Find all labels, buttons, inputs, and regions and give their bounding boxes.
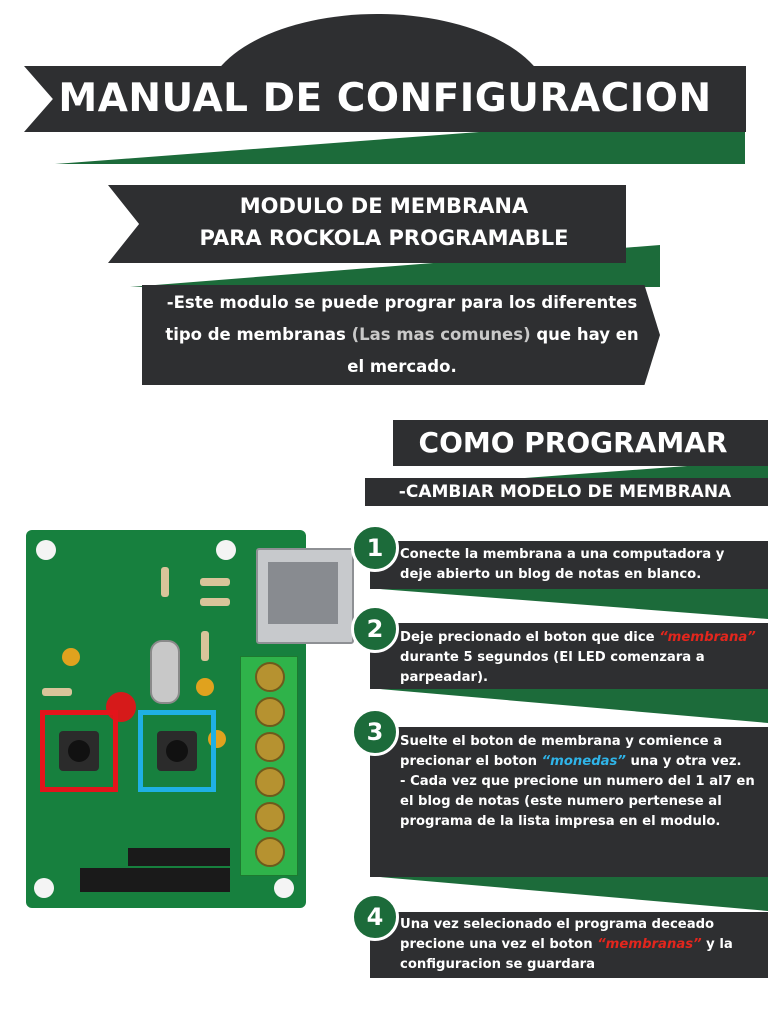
step-4-before: Una vez selecionado el programa deceado precione una vez el boton	[400, 917, 715, 952]
step-3-extra: - Cada vez que precione un numero del 1 al7 en el blog de notas (este numero pertenese al programa de la lista impresa en el modulo.	[400, 774, 755, 829]
mounting-hole	[34, 878, 54, 898]
mounting-hole	[216, 540, 236, 560]
step-4-number: 4	[351, 893, 399, 941]
button-cap	[166, 740, 188, 762]
terminal-screw	[255, 732, 285, 762]
capacitor	[196, 678, 214, 696]
subtitle-line-2: PARA ROCKOLA PROGRAMABLE	[199, 226, 569, 250]
step-3-text	[400, 732, 758, 832]
step-2-after: durante 5 segundos (El LED comenzara a parpeadar).	[400, 650, 705, 685]
step-2-highlight: “membrana”	[659, 630, 756, 645]
step-1-number: 1	[351, 524, 399, 572]
step-2-ribbon	[380, 689, 768, 723]
step-4-after: y la configuracion se guardara	[400, 937, 733, 972]
step-2-before: Deje precionado el boton que dice	[400, 630, 660, 645]
description-text	[160, 287, 644, 383]
pin-header	[80, 868, 230, 892]
step-3-highlight: “monedas”	[541, 754, 626, 769]
mounting-hole	[36, 540, 56, 560]
step-3-after: una y otra vez.	[625, 754, 742, 769]
step-2-text	[400, 628, 758, 688]
step-2-number: 2	[351, 605, 399, 653]
terminal-screw	[255, 837, 285, 867]
terminal-screw	[255, 662, 285, 692]
terminal-screw	[255, 697, 285, 727]
button-cap	[68, 740, 90, 762]
step-1-ribbon	[380, 589, 768, 619]
resistor	[200, 578, 230, 586]
crystal-oscillator	[150, 640, 180, 704]
terminal-screw	[255, 767, 285, 797]
step-3-before: Suelte el boton de membrana y comience a precionar el boton	[400, 734, 723, 769]
resistor	[200, 598, 230, 606]
terminal-screw	[255, 802, 285, 832]
step-3-ribbon	[380, 877, 768, 911]
mounting-hole	[274, 878, 294, 898]
capacitor	[62, 648, 80, 666]
section-title: COMO PROGRAMAR	[418, 426, 728, 459]
section-subtitle: -CAMBIAR MODELO DE MEMBRANA	[398, 482, 732, 502]
step-3-number: 3	[351, 708, 399, 756]
subtitle-line-1: MODULO DE MEMBRANA	[239, 194, 529, 218]
page-title: MANUAL DE CONFIGURACION	[58, 76, 712, 121]
description-muted: (Las mas comunes)	[351, 325, 531, 344]
resistor	[161, 567, 169, 597]
step-1-text: Conecte la membrana a una computadora y deje abierto un blog de notas en blanco.	[400, 547, 725, 582]
pin-header	[128, 848, 230, 866]
step-4-highlight: “membranas”	[597, 937, 702, 952]
resistor	[42, 688, 72, 696]
description-part-1: -Este modulo se puede prograr para los diferentes tipo de membranas	[165, 293, 638, 344]
step-4-text	[400, 915, 758, 975]
subtitle	[150, 190, 618, 254]
description-part-2: que hay en el mercado.	[347, 325, 639, 376]
resistor	[201, 631, 209, 661]
usb-port-opening	[268, 562, 338, 624]
